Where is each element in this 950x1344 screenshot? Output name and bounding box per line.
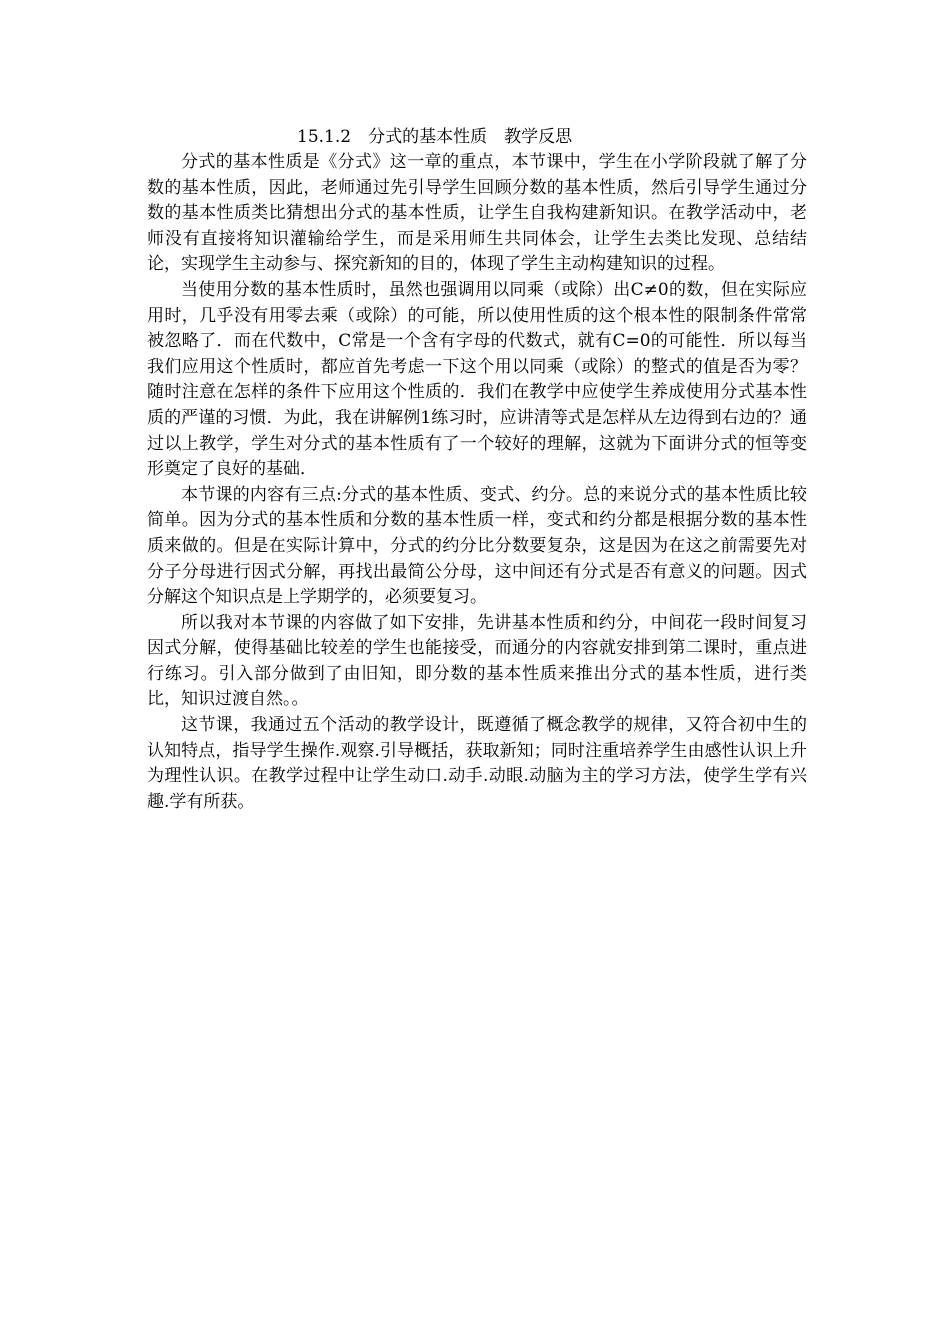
paragraph-5: 这节课，我通过五个活动的教学设计，既遵循了概念教学的规律，又符合初中生的认知特点，指导学生操作.观察.引导概括，获取新知；同时注重培养学生由感性认识上升为理性认识。在教学过程中让学生动口.动手.动眼.动脑为主的学习方法，使学生学有兴趣.学有所获。 xyxy=(147,715,807,812)
paragraph-3: 本节课的内容有三点:分式的基本性质、变式、约分。总的来说分式的基本性质比较简单。因为分式的基本性质和分数的基本性质一样，变式和约分都是根据分数的基本性质来做的。但是在实际计算中，分式的约分比分数要复杂，这是因为在这之前需要先对分子分母进行因式分解，再找出最简公分母，这中间还有分式是否有意义的问题。因式分解这个知识点是上学期学的，必须要复习。 xyxy=(147,484,807,608)
document-title: 15.1.2 分式的基本性质 教学反思 xyxy=(297,127,573,147)
paragraph-2: 当使用分数的基本性质时，虽然也强调用以同乘（或除）出C≠0的数，但在实际应用时，几乎没有用零去乘（或除）的可能，所以使用性质的这个根本性的限制条件常常被忽略了．而在代数中，C常是一个含有字母的代数式，就有C=0的可能性．所以每当我们应用这个性质时，都应首先考虑一下这个用以同乘（或除）的整式的值是否为零？随时注意在怎样的条件下应用这个性质的．我们在教学中应使学生养成使用分式基本性质的严谨的习惯．为此，我在讲解例1练习时，应讲清等式是怎样从左边得到右边的？通过以上教学，学生对分式的基本性质有了一个较好的理解，这就为下面讲分式的恒等变形奠定了良好的基础． xyxy=(147,279,807,480)
paragraph-4: 所以我对本节课的内容做了如下安排，先讲基本性质和约分，中间花一段时间复习因式分解，使得基础比较差的学生也能接受，而通分的内容就安排到第二课时，重点进行练习。引入部分做到了由旧知，即分数的基本性质来推出分式的基本性质，进行类比，知识过渡自然。。 xyxy=(147,612,807,710)
document-body xyxy=(147,124,807,815)
paragraph-1: 分式的基本性质是《分式》这一章的重点，本节课中，学生在小学阶段就了解了分数的基本性质，因此，老师通过先引导学生回顾分数的基本性质，然后引导学生通过分数的基本性质类比猜想出分式的基本性质，让学生自我构建新知识。在教学活动中，老师没有直接将知识灌输给学生，而是采用师生共同体会，让学生去类比发现、总结结论，实现学生主动参与、探究新知的目的，体现了学生主动构建知识的过程。 xyxy=(147,152,807,275)
